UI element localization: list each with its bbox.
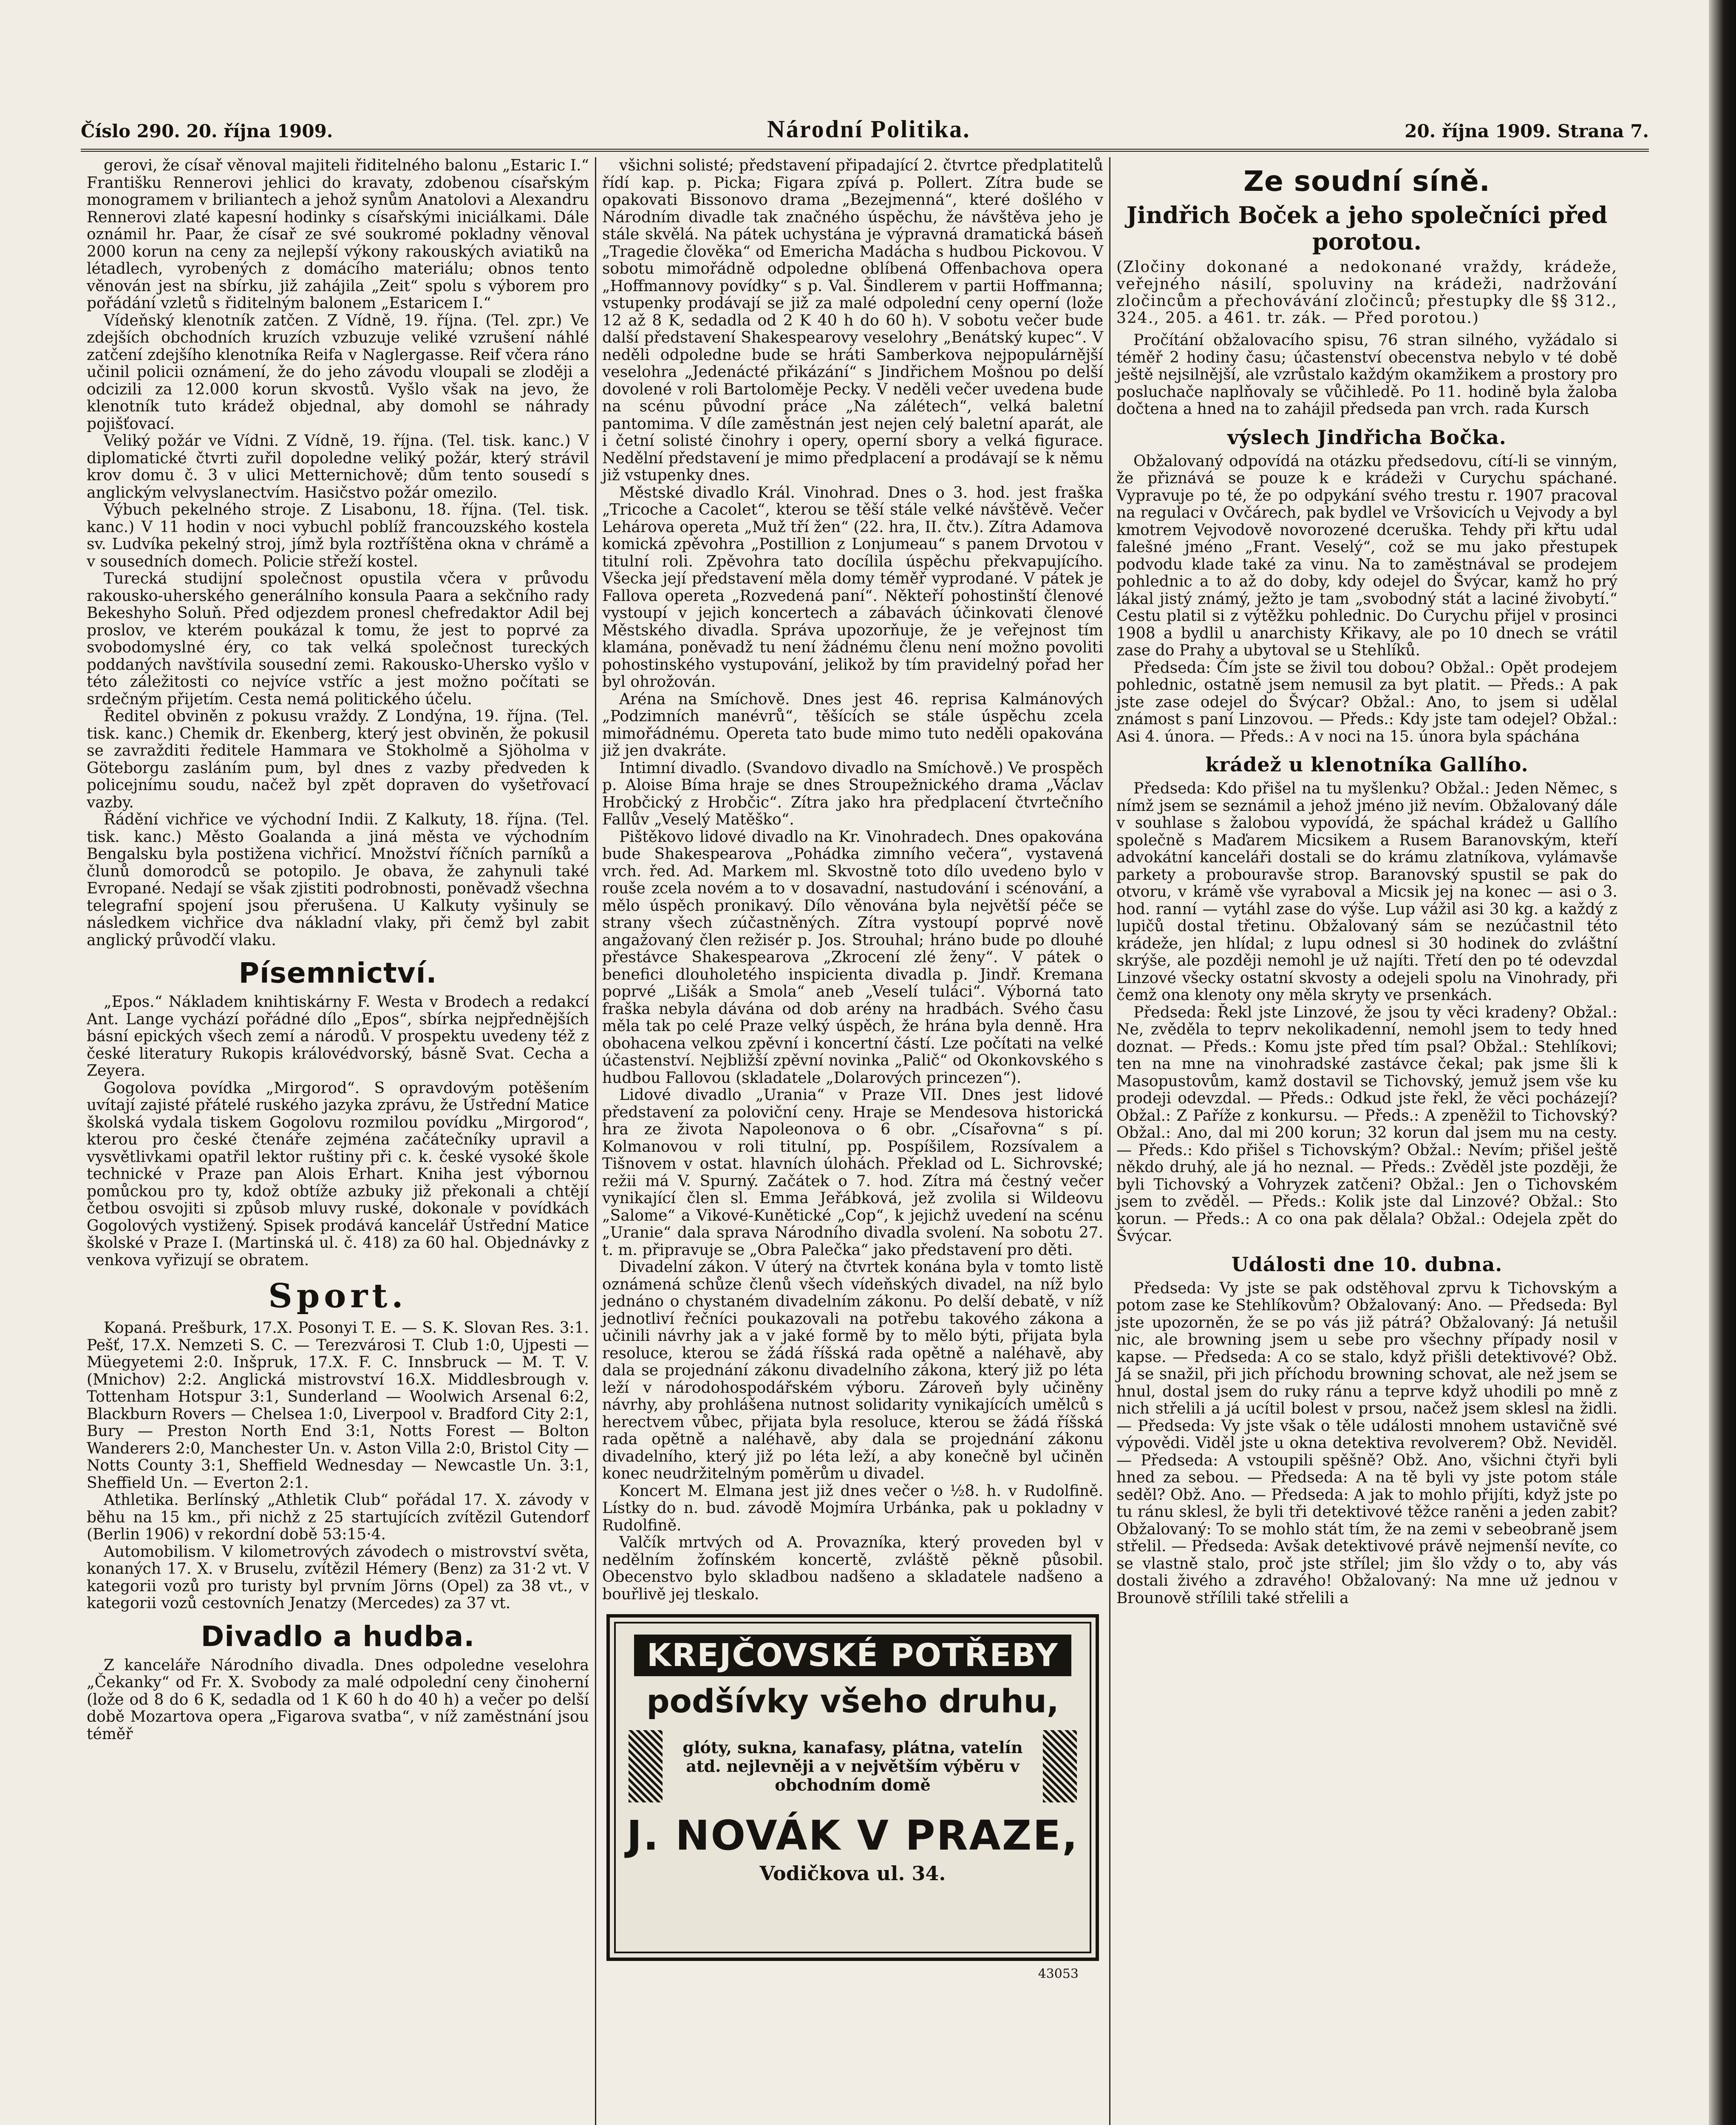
subhead-kradez: krádež u klenotníka Gallího. bbox=[1205, 753, 1529, 776]
article-text: Valčík mrtvých od A. Provazníka, který proveden byl v nedělním žofínském koncertě, zvláště pěkně působil. Obecenstvo bylo skladbou nadšeno a skladatele nadšeno a bouřlivě jej tleskalo. bbox=[602, 1534, 1103, 1603]
article-text: všichni solisté; představení připadající 2. čtvrtce předplatitelů řídí kap. p. Picka; Figara zpívá p. Pollert. Zítra bude se opakovati Bissonovo drama „Bezejmenná“, které došlého v Národním divadle tak značného úspěchu, že návštěva jeho je stále skvělá. Na pátek uchystána je výpravná dramatická báseň „Tragedie člověka“ od Emericha Madácha s hudbou Pickovou. V sobotu mimořádně odpoledne oblíbená Offenbachova opera „Hoffmannovy povídky“ s p. Val. Šindlerem v partii Hoffmanna; vstupenky prodávají se již za malé odpolední ceny operní (lože 12 až 8 K, sedadla od 2 K 40 h do 60 h). V sobotu večer bude další představení Shakespearovy veselohry „Benátský kupec“. V neděli odpoledne bude se hráti Samberkova nejpopulárnější veselohra „Jedenácté přikázání“ s Jindřichem Mošnou po delší dovolené v roli Bartoloměje Pecky. V neděli večer uvedena bude na scénu původní práce „Na zálétech“, velká baletní pantomima. V díle zaměstnán jest nejen celý baletní aparát, ale i četní solisté činohry i opery, operní sbory a velká figurace. Nedělní představení je mimo předplacení a prodávají se k němu již vstupenky dnes. bbox=[602, 157, 1103, 484]
article-text: Automobilism. V kilometrových závodech o mistrovství světa, konaných 17. X. v Bruselu, zvítězil Hémery (Benz) za 31·2 vt. V kategorii vozů pro turisty byl prvním Jörns (Opel) za 38 vt., v kategorii vozů cestovních Jenatzy (Mercedes) za 37 vt. bbox=[87, 1543, 589, 1612]
article-text: Aréna na Smíchově. Dnes jest 46. reprisa Kalmánových „Podzimních manévrů“, těšících se stále úspěchu zcela mimořádnému. Opereta tato bude mimo tuto neděli opakována již jen dvakráte. bbox=[602, 690, 1103, 759]
masthead: Národní Politika. bbox=[767, 115, 971, 143]
court-lead: (Zločiny dokonané a nedokonané vraždy, krádeže, veřejného násilí, spoluviny na krádeži, nadržování zločincům a přechovávání zločinců; přestupky dle §§ 312., 324., 205. a 461. tr. zák. — Před porotou.) bbox=[1116, 258, 1617, 327]
article-text: Gogolova povídka „Mirgorod“. S opravdovým potěšením uvítají zajisté přátelé ruského jazyka zprávu, že Ústřední Matice školská vydala tiskem Gogolovu rozmilou povídku „Mirgorod“, kterou pro české čtenáře zejména začátečníky upravil a vysvětlivkami opatřil lektor ruštiny při c. k. české vysoké škole technické v Praze pan Alois Erhart. Kniha jest výbornou pomůckou pro ty, kdož obtíže azbuky již překonali a chtějí četbou osvojiti si způsob mluvy ruské, dokonale v povídkách Gogolových vystižený. Spisek prodává kancelář Ústřední Matice školské v Praze I. (Martinská ul. č. 418) za 60 hal. Objednávky z venkova vyřizují se obratem. bbox=[87, 1079, 589, 1269]
article-text: Předseda: Vy jste se pak odstěhoval zprvu k Tichovským a potom zase ke Stehlíkovům? Obžalovaný: Ano. — Předseda: Byl jste upozorněn, že se po vás již pátrá? Obžalovaný: Já netušil nic, ale browning jsem u sebe pro všechny případy nosil v kapse. — Předseda: A co se stalo, když přišli detektivové? Obž. Já se snažil, při jich příchodu browning schovat, ale než jsem se hnul, dostal jsem do ruky ránu a teprve když uhodili po mně z nich střelili a já ucítil bolest v prsou, načež jsem sklesl na židli. — Předseda: Vy jste však o těle události mnohem ustavičně své výpovědi. Viděl jste u okna detektiva revolverem? Obž. Neviděl. — Předseda: A vstoupili spěšně? Obž. Ano, všichni čtyři byli hned za sebou. — Předseda: A na tě byli vy jste potom stále seděl? Obž. Ano. — Předseda: A jak to mohlo přijíti, když jste po tu ránu sklesl, že byli tři detektivové těžce raněni a jeden zabit? Obžalovaný: To se mohlo stát tím, že na zemi v sebeobraně jsem střelil. — Předseda: Avšak detektivové právě nejmenší nevíte, co se vlastně stalo, proč jste střílel; jim šlo vždy o to, aby vás dostali živého a zdravého! Obžalovaný: Na mne už jednou v Brounově střílili také střelili a bbox=[1116, 1279, 1617, 1607]
ad-headline: KREJČOVSKÉ POTŘEBY bbox=[634, 1635, 1071, 1676]
article-text: Předseda: Kdo přišel na tu myšlenku? Obžal.: Jeden Němec, s nímž jsem se seznámil a jehož jméno již nevím. Obžalovaný dále v souhlase s žalobou vypovídá, že spáchal krádež u Gallího společně s Maďarem Micsikem a Rusem Baranovským, kteří advokátní kanceláři dostali se do krámu zlatníkova, vylámavše parkety a probouravše strop. Baranovský spustil se pak do otvoru, v krámě vše vyraboval a Micsik jej na konec — asi o 3. hod. ranní — vytáhl zase do výše. Lup vážil asi 30 kg. a každý z lupičů dostal třetinu. Obžalovaný sám se nezúčastnil této krádeže, jen hlídal; z lupu odnesl si 30 hodinek do zvláštní skrýše, ale později nemohl je už najíti. Třetí den po té odevzdal Linzové všecky ostatní skvosty a odejeli spolu na Vinohrady, při čemž ona klenoty ony měla skryty ve prsenkách. bbox=[1116, 780, 1617, 1004]
section-title-sport: Sport. bbox=[268, 1277, 408, 1315]
columns bbox=[81, 157, 1649, 2125]
section-title-pisemnictvi: Písemnictví. bbox=[238, 957, 437, 989]
scan-edge bbox=[1709, 0, 1736, 2125]
column-3 bbox=[1109, 157, 1623, 2125]
article-text: gerovi, že císař věnoval majiteli řiditelného balonu „Estaric I.“ Františku Rennerovi jehlici do kravaty, zdobenou císařským monogramem v briliantech a jehož synům Anatolovi a Alexandru Rennerovi zlaté kapesní hodinky s císařskými iniciálkami. Dále oznámil hr. Paar, že císař ze své soukromé pokladny věnoval 2000 korun na ceny za nejlepší výkony rakouských aviatiků na létadlech, vyrobených z domácího materiálu; obnos tento věnován jest na sbírku, již zahájila „Zeit“ spolu s výborem pro pořádání vzletů s řiditelným balonem „Estaricem I.“ bbox=[87, 157, 589, 312]
article-text: Předseda: Čím jste se živil tou dobou? Obžal.: Opět prodejem pohlednic, ostatně jsem nemusil za byt platit. — Předs.: A pak jste zase odejel do Švýcar? Obžal.: Ano, to jsem si udělal známost s paní Linzovou. — Předs.: Kdy jste tam odejel? Obžal.: Asi 4. února. — Předs.: A v noci na 15. února byla spáchána bbox=[1116, 659, 1617, 745]
article-text: Pištěkovo lidové divadlo na Kr. Vinohradech. Dnes opakována bude Shakespearova „Pohádka zimního večera“, vystavená vrch. řed. Ad. Markem ml. Skvostně toto dílo uvedeno bylo v rouše zcela novém a to v dosavadní, nastudování i scénování, a mělo úspěch pronikavý. Dílo věnována byla největší péče se strany všech zúčastněných. Zítra vystoupí poprvé nově angažovaný člen režisér p. Jos. Strouhal; hráno bude po dlouhé přestávce Shakespearova „Zkrocení zlé ženy“. V pátek o benefici dlouholetého inspicienta divadla p. Jindř. Kremana poprvé „Lišák a Smola“ aneb „Veselí tuláci“. Výborná tato fraška nebyla dávána od dob arény na hradbách. Svého času měla tak po celé Praze velký úspěch, že hrána byla denně. Hra obohacena velkou zpěvní i koncertní částí. Lze počítati na velké účastenství. Nejbližší zpěvní novinka „Palič“ od Okonkovského s hudbou Fallovou (skladatele „Dolarových princezen“). bbox=[602, 828, 1103, 1087]
subhead-vyslech: výslech Jindřicha Bočka. bbox=[1227, 425, 1507, 449]
tailor-advertisement bbox=[606, 1614, 1099, 1981]
ad-items: glóty, sukna, kanafasy, plátna, vatelín atd. nejlevněji a v největším výběru v obchodním domě bbox=[683, 1738, 1023, 1794]
page-header bbox=[81, 115, 1649, 152]
court-headline: Jindřich Boček a jeho společníci před porotou. bbox=[1126, 201, 1608, 255]
column-1 bbox=[81, 157, 595, 2125]
article-text: Předseda: Řekl jste Linzové, že jsou ty věci kradeny? Obžal.: Ne, zvěděla to teprv nekolikadenní, nemohl jsem to tedy hned doznat. — Předs.: Komu jste před tím psal? Obžal.: Stehlíkovi; ten na mne na vinohradské zastávce čekal; pak jsme šli k Masopustovům, kamž dostavil se Tichovský, jemuž jsem vše ku prodeji odevzdal. — Předs.: Odkud jste řekl, že věci pocházejí? Obžal.: Z Paříže z konkursu. — Předs.: A zpeněžil to Tichovský? Obžal.: Ano, dal mi 200 korun; 32 korun dal jsem mu na cesty. — Předs.: Kdo přišel s Tichovským? Obžal.: Nevím; přišel ještě někdo druhý, ale já ho neznal. — Předs.: Zvěděl jste později, že byli Tichovský a Vohryzek zatčeni? Obžal.: Jen o Tichovském jsem to zvěděl. — Předs.: Kolik jste dal Linzové? Obžal.: Sto korun. — Předs.: A co ona pak dělala? Obžal.: Odejela zpět do Švýcar. bbox=[1116, 1003, 1617, 1245]
ad-decoration-left bbox=[629, 1730, 663, 1802]
ad-subheadline: podšívky všeho druhu, bbox=[646, 1682, 1059, 1720]
section-title-divadlo: Divadlo a hudba. bbox=[201, 1620, 475, 1653]
article-text: Ředitel obviněn z pokusu vraždy. Z Londýna, 19. října. (Tel. tisk. kanc.) Chemik dr. Ekenberg, který jest obviněn, že pokusil se zavražditi ředitele Hammara ve Stokholmě a Sjöholma v Göteborgu zasláním pum, byl dnes z vazby předveden k policejnímu soudu, načež byl zpět dopraven do vyšetřovací vazby. bbox=[87, 708, 589, 811]
header-issue: Číslo 290. 20. října 1909. bbox=[81, 121, 333, 142]
article-text: Výbuch pekelného stroje. Z Lisabonu, 18. října. (Tel. tisk. kanc.) V 11 hodin v noci vybuchl poblíž francouzského kostela sv. Ludvíka pekelný stroj, jímž byla roztříštěna okna v chrámě a v sousedních domech. Policie střeží kostel. bbox=[87, 501, 589, 570]
article-text: Pročítání obžalovacího spisu, 76 stran silného, vyžádalo si téměř 2 hodiny času; účastenství obecenstva nebylo v té době ještě nejsilnější, ale vzrůstalo každým okamžikem a prostory pro posluchače naplňovaly se vůčihledě. Po 11. hodině byla žaloba dočtena a hned na to zahájil předseda pan vrch. rada Kursch bbox=[1116, 332, 1617, 418]
ad-firm-name: J. NOVÁK V PRAZE, bbox=[626, 1812, 1079, 1859]
section-title-court: Ze soudní síně. bbox=[1243, 165, 1490, 198]
article-text: Intimní divadlo. (Svandovo divadlo na Smíchově.) Ve prospěch p. Aloise Bíma hraje se dnes Stroupežnického drama „Václav Hrobčický z Hrobčic“. Zítra jako hra předplacení čtvrtečního Fallův „Veselý Matěško“. bbox=[602, 759, 1103, 828]
article-text: Řádění vichřice ve východní Indii. Z Kalkuty, 18. října. (Tel. tisk. kanc.) Město Goalanda a jiná města ve východním Bengalsku byla postižena vichřicí. Množství říčních parníků a člunů domorodců se potopilo. Je obava, že zahynuli také Evropané. Nedají se však zjistiti podrobnosti, poněvadž všechna telegrafní spojení jsou přerušena. U Kalkuty vyšinuly se následkem vichřice dva nákladní vlaky, při čemž byl zabit anglický průvodčí vlaku. bbox=[87, 811, 589, 949]
article-text: Koncert M. Elmana jest již dnes večer o ½8. h. v Rudolfině. Lístky do n. bud. závodě Mojmíra Urbánka, pak u pokladny v Rudolfině. bbox=[602, 1482, 1103, 1534]
article-text: Z kanceláře Národního divadla. Dnes odpoledne veselohra „Čekanky“ od Fr. X. Svobody za malé odpolední ceny činoherní (lože od 8 do 6 K, sedadla od 1 K 60 h do 40 h) a večer po delší době Mozartova opera „Figarova svatba“, v níž zaměstnání jsou téměř bbox=[87, 1656, 589, 1743]
ad-middle-row bbox=[616, 1730, 1090, 1802]
article-text: Obžalovaný odpovídá na otázku předsedovu, cítí-li se vinným, že přiznává se pouze k e krádeži v Curychu spáchané. Vypravuje po té, že po odpykání svého trestu r. 1907 pracoval na regulaci v Ovčárech, pak bydlel ve Vršovicích u Vejvody a byl kmotrem Vejvodově novorozené dceruška. Tehdy při křtu udal falešné jméno „Frant. Veselý“, což se mu jako přestupek podvodu klade také za vinu. Na to zaměstnával se prodejem pohlednic a to až do doby, kdy odejel do Švýcar, kamž ho prý lákal jistý známý, ježto je tam „svobodný stát a laciné živobytí.“ Cestu platil si z výtěžku pohlednic. Do Curychu přijel v prosinci 1908 a bydlil u anarchisty Křikavy, ale po 10 dnech se vrátil zase do Prahy a ubytoval se u Stehlíků. bbox=[1116, 452, 1617, 659]
article-text: Veliký požár ve Vídni. Z Vídně, 19. října. (Tel. tisk. kanc.) V diplomatické čtvrti zuřil dopoledne veliký požár, který strávil krov domu č. 3 v ulici Metternichově; dům tento sousedí s anglickým velvyslanectvím. Hasičstvo požár omezilo. bbox=[87, 432, 589, 502]
ad-frame bbox=[614, 1622, 1091, 1953]
article-text: Městské divadlo Král. Vinohrad. Dnes o 3. hod. jest fraška „Tricoche a Cacolet“, kterou se těší stále velké návštěvě. Večer Lehárova opereta „Muž tří žen“ (22. hra, II. čtv.). Zítra Adamova komická zpěvohra „Postillion z Lonjumeau“ s panem Drvotou v titulní roli. Zpěvohra tato docílila úspěchu překvapujícího. Všecka její představení měla domy téměř vyprodané. V pátek je Fallova opereta „Rozvedená paní“. Někteří pohostinští členové vystoupí v jejich koncertech a zábavách účinkovati členové Městského divadla. Správa upozorňuje, že je veřejnost tím klamána, poněvadž tu není žádnému členu není možno povoliti pohostinského vystupování, jelikož by tím pravidelný pořad her byl ohrožován. bbox=[602, 484, 1103, 691]
ad-code: 43053 bbox=[1038, 1966, 1079, 1981]
ad-address: Vodičkova ul. 34. bbox=[759, 1862, 946, 1885]
article-text: Kopaná. Prešburk, 17.X. Posonyi T. E. — S. K. Slovan Res. 3:1. Pešť, 17.X. Nemzeti S. C. — Terezvárosi T. Club 1:0, Ujpesti — Müegyetemi 2:0. Inšpruk, 17.X. F. C. Innsbruck — M. T. V. (Mnichov) 2:2. Anglická mistrovství 16.X. Middlesbrough v. Tottenham Hotspur 3:1, Sunderland — Woolwich Arsenal 6:2, Blackburn Rovers — Chelsea 1:0, Liverpool v. Bradford City 2:1, Bury — Preston North End 3:1, Notts Forest — Bolton Wanderers 2:0, Manchester Un. v. Aston Villa 2:0, Bristol City — Notts County 3:1, Sheffield Wednesday — Newcastle Un. 3:1, Sheffield Un. — Everton 2:1. bbox=[87, 1319, 589, 1492]
article-text: „Epos.“ Nákladem knihtiskárny F. Westa v Brodech a redakcí Ant. Lange vychází pořádné dílo „Epos“, sbírka nejpřednějších básní epických všech zemí a národů. V prospektu uvedeny též z české literatury Rukopis královédvorský, básně Svat. Cecha a Zeyera. bbox=[87, 993, 589, 1080]
column-2 bbox=[595, 157, 1109, 2125]
article-text: Vídeňský klenotník zatčen. Z Vídně, 19. října. (Tel. zpr.) Ve zdejších obchodních kruzích vzbuzuje veliké vzrušení náhlé zatčení zdejšího klenotníka Reifa v Naglergasse. Reif včera ráno učinil policii oznámení, že do jeho závodu vloupali se zloději a odcizili za 12.000 korun skvostů. Vyšlo však na jevo, že klenotník tuto krádež objednal, aby domohl se náhrady pojišťovací. bbox=[87, 312, 589, 433]
subhead-udalosti: Události dne 10. dubna. bbox=[1231, 1252, 1503, 1276]
ad-decoration-right bbox=[1043, 1730, 1077, 1802]
article-text: Lidové divadlo „Urania“ v Praze VII. Dnes jest lidové představení za poloviční ceny. Hraje se Mendesova historická hra ze života Napoleonova o 6 obr. „Císařovna“ s pí. Kolmanovou v roli titulní, pp. Pospíšilem, Rozsívalem a Tišnovem v ostat. hlavních úlohách. Překlad od L. Sichrovské; režii má V. Spurný. Začátek o 7. hod. Zítra má čestný večer vynikající člen sl. Emma Jeřábková, jež zvolila si Wildeovu „Salome“ a Vikové-Kunětické „Cop“, k jejichž uvedení na scénu „Uranie“ dala sprava Národního divadla svolení. Na sobotu 27. t. m. připravuje se „Obra Palečka“ jako představení pro děti. bbox=[602, 1086, 1103, 1259]
article-text: Turecká studijní společnost opustila včera v průvodu rakousko-uherského generálního konsula Paara a sekčního rady Bekeshyho Soluň. Před odjezdem pronesl chefredaktor Adil bej proslov, ve kterém poukázal k tomu, že jest to poprvé za svobodomyslné éry, co tak velká společnost tureckých poddaných navštívila sousední zemi. Rakousko-Uhersko vyšlo v této záležitosti co nejvíce vstříc a jest možno počítati se srdečným přijetím. Cesta nemá politického účelu. bbox=[87, 570, 589, 708]
header-page-number: 20. října 1909. Strana 7. bbox=[1405, 121, 1649, 142]
newspaper-page bbox=[81, 115, 1649, 2125]
article-text: Athletika. Berlínský „Athletik Club“ pořádal 17. X. závody v běhu na 15 km., při nichž z 25 startujících zvítězil Gutendorf (Berlin 1906) v rekordní době 53:15·4. bbox=[87, 1491, 589, 1543]
article-text: Divadelní zákon. V úterý na čtvrtek konána byla v tomto listě oznámená schůze členů všech vídeňských divadel, na níž bylo jednáno o chystaném divadelním zákonu. Po delší debatě, v níž jednotliví řečníci poukazovali na potřebu takového zákona a učinili návrhy jak a v jaké formě by to mělo býti, přijata byla resoluce, kterou se žádá říšská rada opětně a naléhavě, aby dala se projednání zákonu divadelního zákona, který již po léta leží v národohospodářském výboru. Zároveň byly učiněny návrhy, aby prohlášena nutnost solidarity vynikajících umělců s herectvem vůbec, přijata byla resoluce, kterou se žádá říšská rada opětně a naléhavě, aby dala se projednání zákonu divadelního, který již po léta leží, a aby konečně byl učiněn konec neudržitelným poměrům u divadel. bbox=[602, 1258, 1103, 1482]
